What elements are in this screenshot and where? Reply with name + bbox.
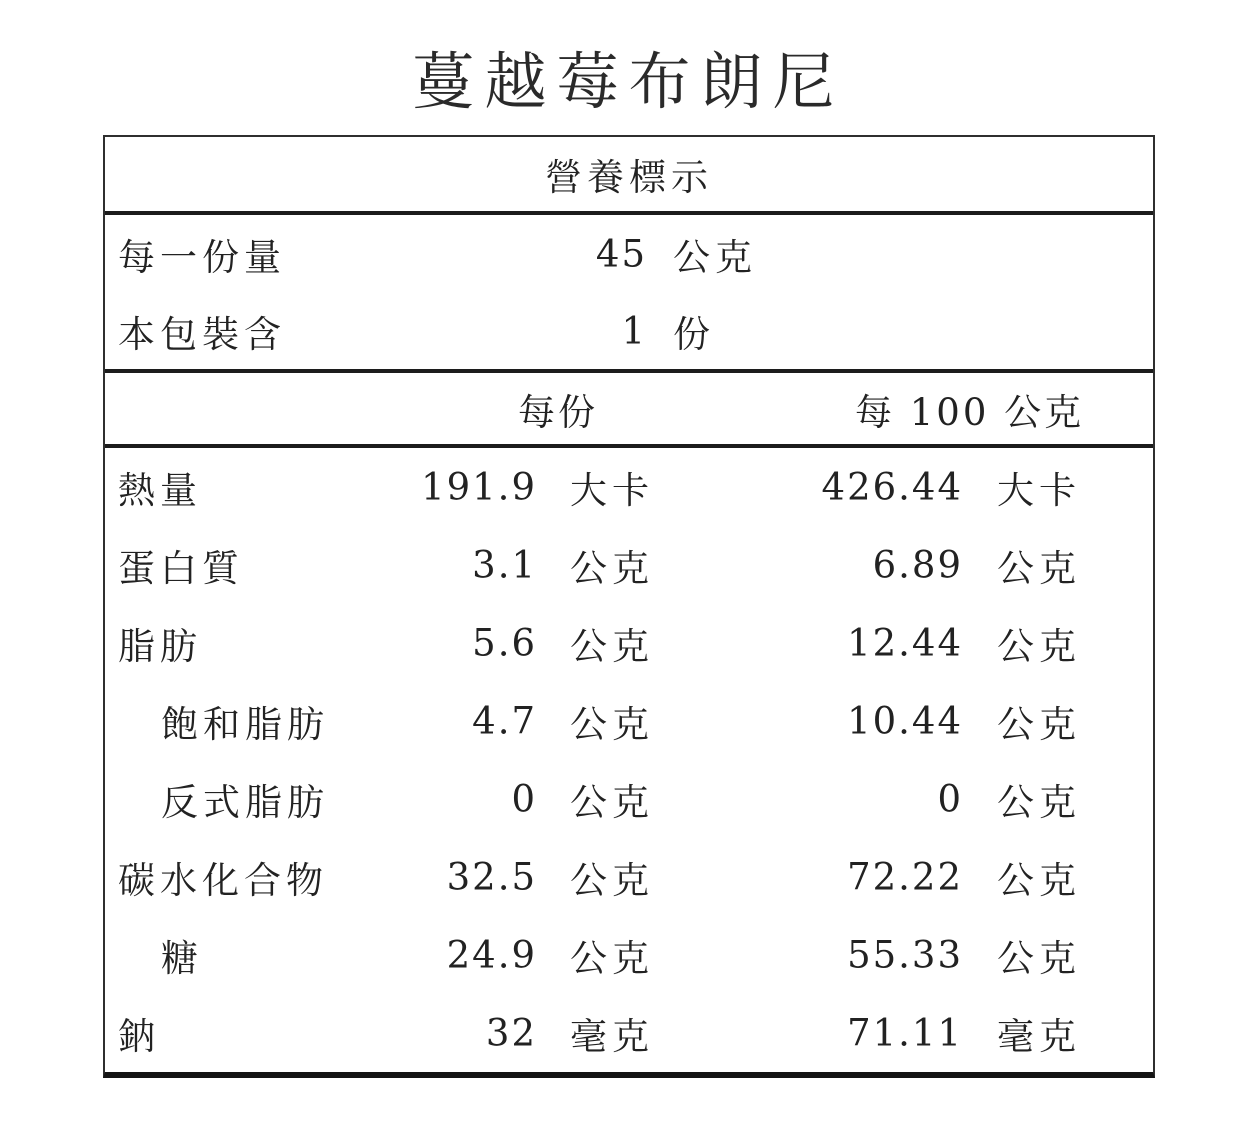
table-row-carbohydrate (105, 838, 1153, 916)
per-100g-unit: 公克 (997, 937, 1081, 980)
table-row-fat (105, 604, 1153, 682)
nutrient-name: 碳水化合物 (118, 859, 328, 902)
per-serving-unit: 公克 (570, 547, 654, 590)
per-serving-value: 32.5 (446, 855, 537, 899)
column-header-per-serving: 每份 (518, 390, 598, 434)
per-100g-value: 71.11 (847, 1011, 963, 1055)
per-serving-unit: 毫克 (570, 1015, 654, 1058)
table-row-sugar (105, 916, 1153, 994)
nutrient-name: 脂肪 (118, 625, 202, 668)
per-100g-unit: 大卡 (997, 469, 1081, 512)
per-serving-unit: 公克 (570, 625, 654, 668)
table-row-trans-fat (105, 760, 1153, 838)
per-100g-value: 0 (937, 777, 963, 821)
servings-per-package-value: 1 (621, 309, 647, 352)
serving-size-value: 45 (595, 232, 647, 275)
per-100g-value: 10.44 (847, 699, 963, 743)
serving-size-row (105, 215, 1153, 292)
nutrient-name: 反式脂肪 (161, 781, 329, 824)
servings-per-package-row (105, 292, 1153, 369)
per-100g-unit: 公克 (997, 547, 1081, 590)
serving-size-unit: 公克 (673, 235, 757, 279)
per-serving-value: 24.9 (446, 933, 537, 977)
table-heading: 營養標示 (545, 156, 713, 199)
column-header-row (105, 373, 1153, 444)
table-row-calories (105, 448, 1153, 526)
column-header-per-100g: 每 100 公克 (855, 390, 1085, 434)
nutrient-name: 糖 (161, 937, 203, 980)
per-serving-value: 5.6 (472, 621, 537, 665)
per-serving-unit: 公克 (570, 703, 654, 746)
per-serving-unit: 公克 (570, 937, 654, 980)
per-100g-unit: 公克 (997, 781, 1081, 824)
per-serving-value: 191.9 (421, 465, 537, 509)
table-heading-row (105, 137, 1153, 211)
per-100g-unit: 公克 (997, 625, 1081, 668)
nutrition-label-table (103, 135, 1155, 1078)
serving-size-label: 每一份量 (118, 235, 286, 279)
per-serving-value: 3.1 (472, 543, 537, 587)
nutrient-name: 蛋白質 (118, 547, 244, 590)
per-100g-value: 6.89 (872, 543, 963, 587)
servings-per-package-label: 本包裝含 (118, 312, 286, 356)
per-100g-unit: 毫克 (997, 1015, 1081, 1058)
per-serving-value: 0 (511, 777, 537, 821)
per-100g-unit: 公克 (997, 703, 1081, 746)
per-serving-unit: 公克 (570, 859, 654, 902)
servings-per-package-unit: 份 (673, 312, 715, 356)
table-row-saturated-fat (105, 682, 1153, 760)
nutrient-name: 鈉 (118, 1015, 160, 1058)
per-serving-value: 32 (485, 1011, 537, 1055)
per-100g-value: 72.22 (847, 855, 963, 899)
nutrient-name: 飽和脂肪 (161, 703, 329, 746)
per-serving-value: 4.7 (472, 699, 537, 743)
per-100g-value: 426.44 (821, 465, 963, 509)
per-100g-unit: 公克 (997, 859, 1081, 902)
per-100g-value: 12.44 (847, 621, 963, 665)
per-serving-unit: 公克 (570, 781, 654, 824)
table-row-protein (105, 526, 1153, 604)
product-title: 蔓越莓布朗尼 (412, 45, 845, 118)
nutrient-name: 熱量 (118, 469, 202, 512)
per-serving-unit: 大卡 (570, 469, 654, 512)
table-row-sodium (105, 994, 1153, 1072)
per-100g-value: 55.33 (847, 933, 963, 977)
